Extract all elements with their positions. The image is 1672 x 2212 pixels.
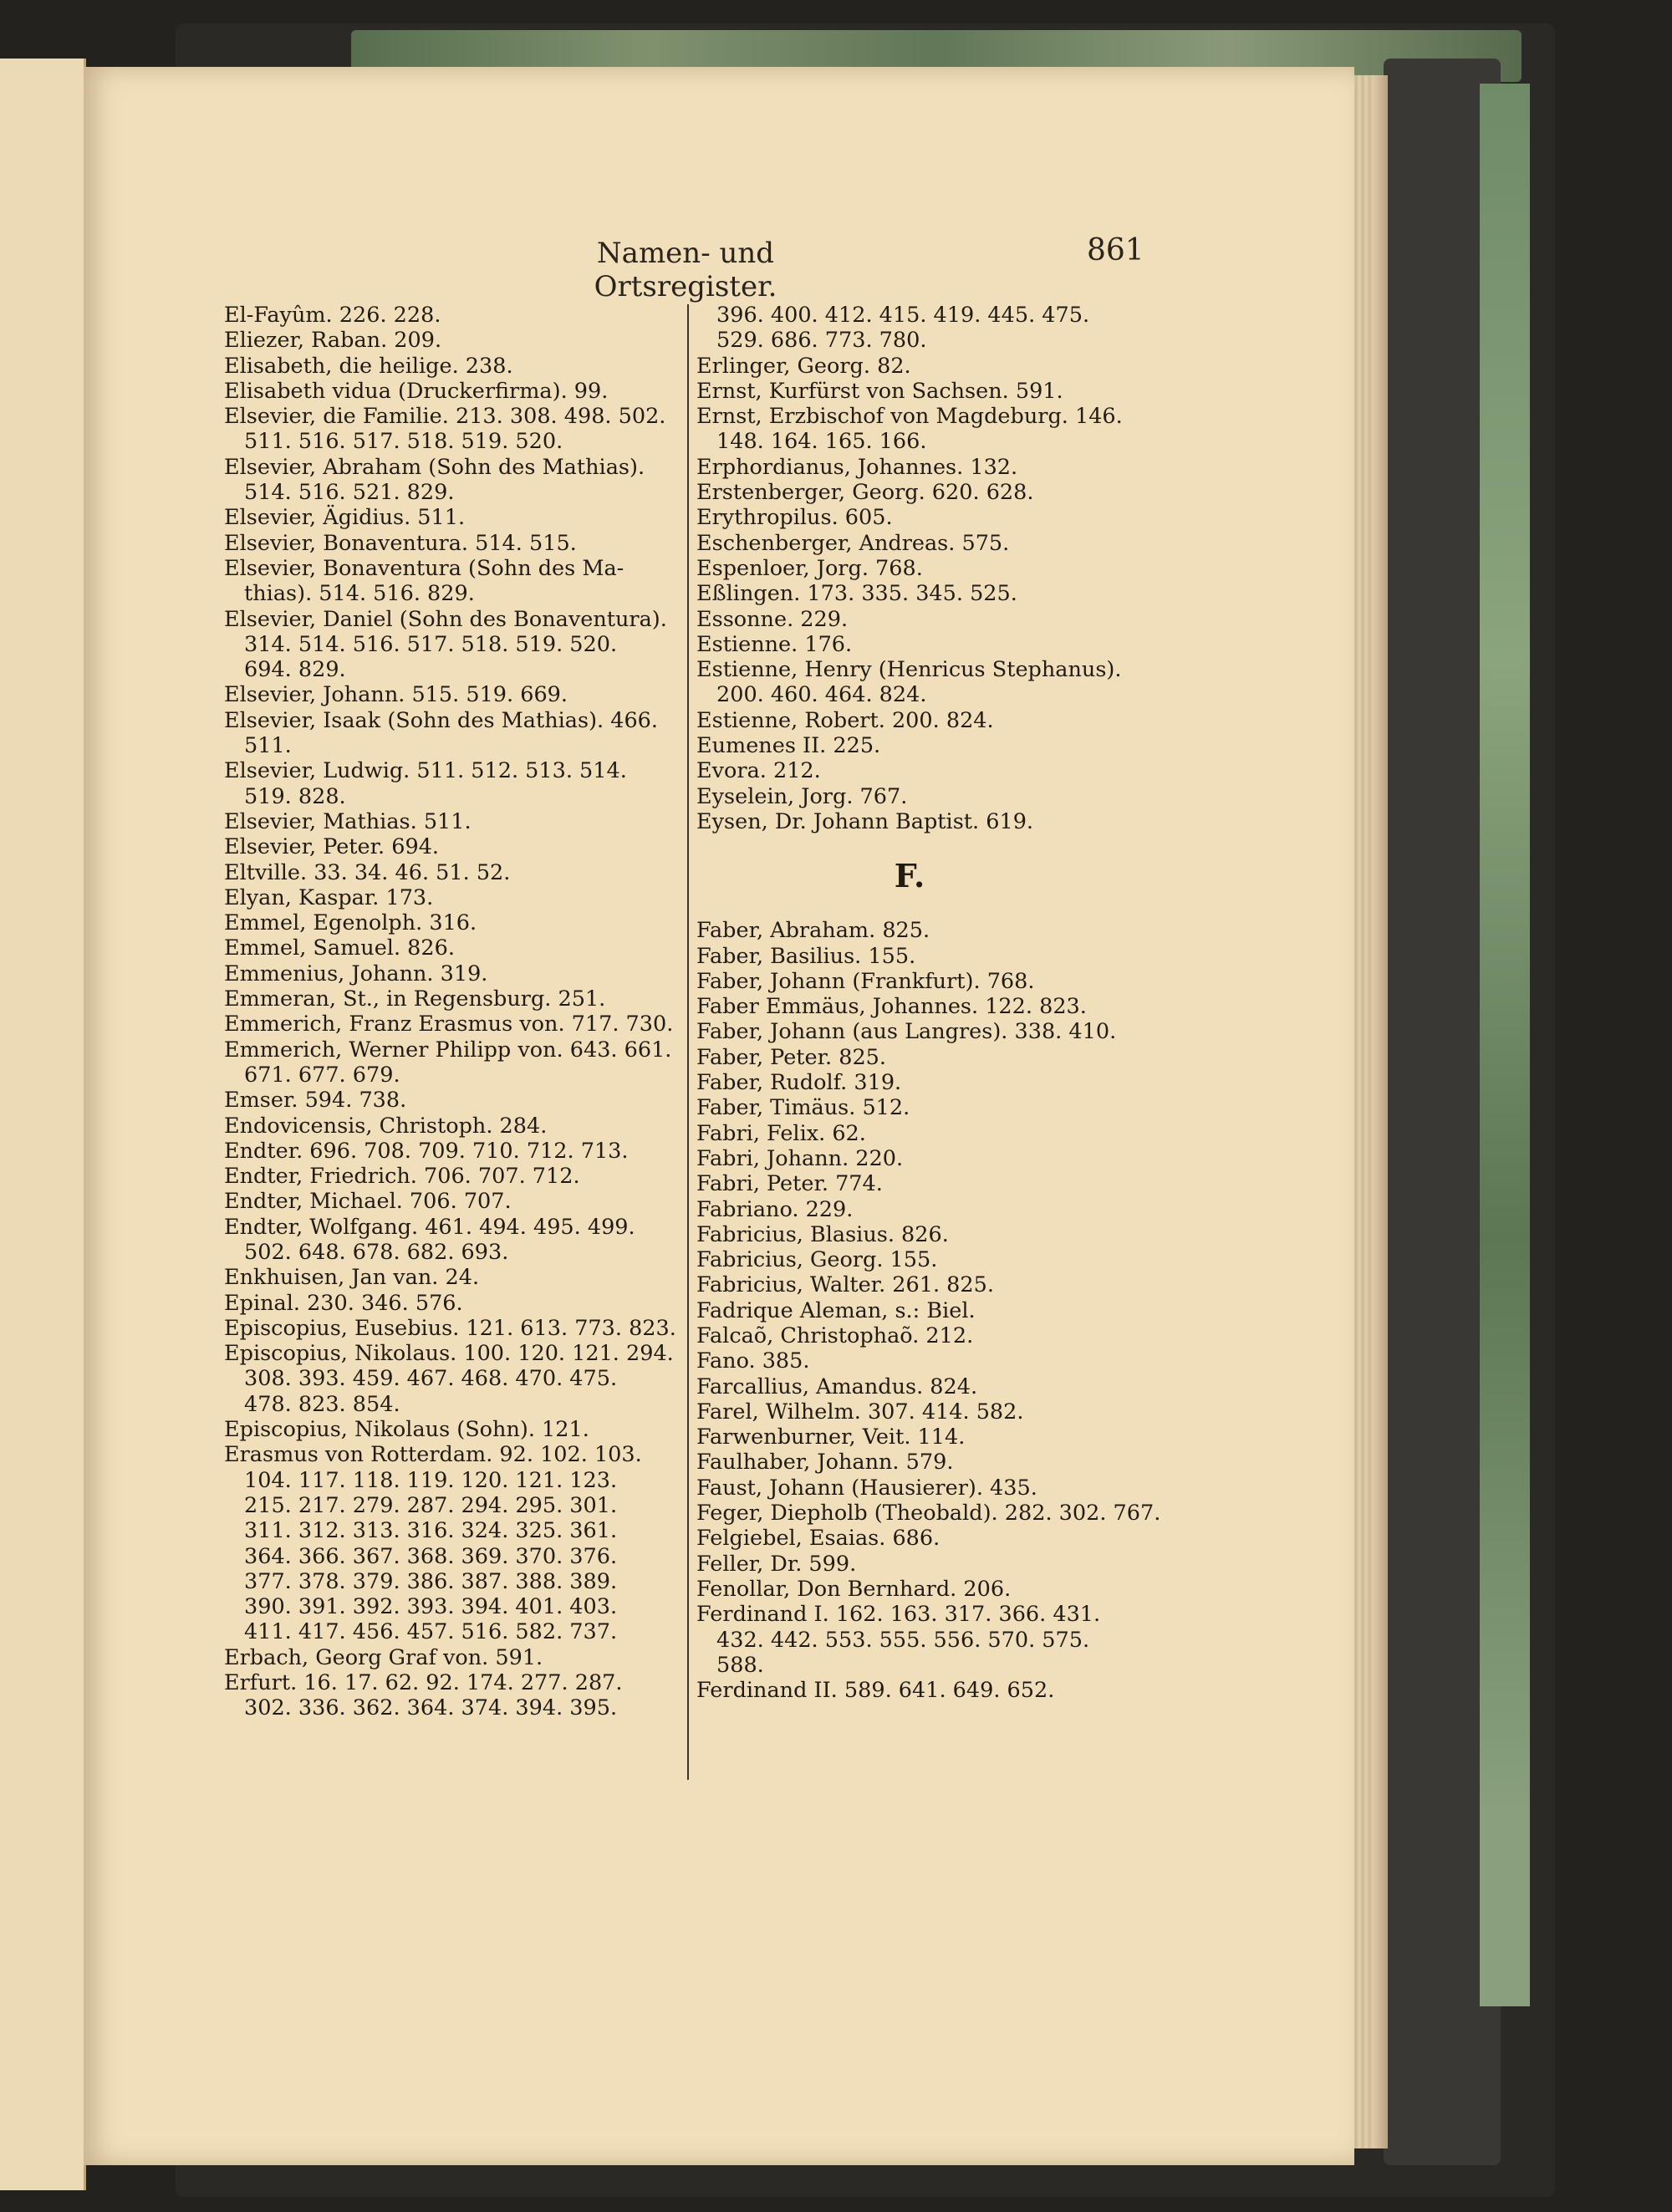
index-entry bbox=[696, 708, 1165, 733]
index-entry bbox=[224, 1645, 692, 1670]
index-entry-line: Emmel, Samuel. 826. bbox=[224, 935, 455, 961]
index-entry-line: Feller, Dr. 599. bbox=[696, 1551, 857, 1577]
index-entry bbox=[696, 480, 1165, 505]
index-entry-line: Farcallius, Amandus. 824. bbox=[696, 1374, 978, 1399]
index-entries-e bbox=[696, 303, 1165, 834]
index-entry-line: 519. 828. bbox=[244, 783, 346, 809]
index-entry bbox=[696, 1425, 1165, 1450]
index-entry bbox=[224, 379, 692, 404]
index-entry bbox=[224, 708, 692, 759]
index-entry-line: Espenloer, Jorg. 768. bbox=[696, 555, 923, 581]
index-entry-line: El-Fayûm. 226. 228. bbox=[224, 303, 441, 328]
index-entry-line: Faber, Johann (Frankfurt). 768. bbox=[696, 968, 1035, 994]
index-entry bbox=[224, 1442, 692, 1644]
index-entry-line: Elsevier, Isaak (Sohn des Mathias). 466. bbox=[224, 707, 659, 733]
running-title: Namen- und Ortsregister. bbox=[594, 237, 777, 303]
index-entry-line: 314. 514. 516. 517. 518. 519. 520. bbox=[244, 631, 618, 657]
index-entry-line: Faust, Johann (Hausierer). 435. bbox=[696, 1475, 1037, 1501]
index-entry-line: Elsevier, die Familie. 213. 308. 498. 502. bbox=[224, 404, 666, 430]
index-entry-line: 529. 686. 773. 780. bbox=[716, 328, 927, 354]
index-entry bbox=[696, 918, 1165, 943]
index-entry bbox=[224, 834, 692, 859]
index-entry bbox=[696, 303, 1165, 354]
index-entry bbox=[696, 733, 1165, 758]
index-entry-line: 478. 823. 854. bbox=[244, 1391, 400, 1417]
index-entry bbox=[224, 1670, 692, 1721]
column-divider bbox=[687, 304, 689, 1780]
index-entry bbox=[696, 354, 1165, 379]
index-entry bbox=[696, 809, 1165, 834]
index-entry bbox=[224, 986, 692, 1012]
section-letter: F. bbox=[894, 857, 925, 895]
index-entry bbox=[224, 910, 692, 935]
index-entry bbox=[696, 1121, 1165, 1146]
index-entry bbox=[224, 809, 692, 834]
index-entry bbox=[696, 1298, 1165, 1323]
index-entry bbox=[696, 1450, 1165, 1475]
index-entry-line: Erfurt. 16. 17. 62. 92. 174. 277. 287. bbox=[224, 1670, 623, 1696]
index-entry bbox=[696, 1045, 1165, 1070]
index-entry bbox=[224, 885, 692, 910]
index-entry-line: 377. 378. 379. 386. 387. 388. 389. bbox=[244, 1568, 618, 1594]
index-entry bbox=[696, 1374, 1165, 1399]
index-entry-line: Estienne, Henry (Henricus Stephanus). bbox=[696, 657, 1122, 683]
index-entry-line: Ferdinand I. 162. 163. 317. 366. 431. bbox=[696, 1602, 1101, 1628]
index-entry bbox=[696, 1678, 1165, 1703]
index-entry bbox=[696, 1222, 1165, 1247]
index-entry bbox=[224, 556, 692, 607]
index-entry-line: Emmeran, St., in Regensburg. 251. bbox=[224, 986, 606, 1012]
index-entry bbox=[224, 1417, 692, 1442]
index-entry bbox=[696, 379, 1165, 404]
index-entry bbox=[696, 1095, 1165, 1120]
index-entry-line: Emser. 594. 738. bbox=[224, 1088, 407, 1114]
index-entry-line: 364. 366. 367. 368. 369. 370. 376. bbox=[244, 1543, 618, 1569]
index-entry-line: Epinal. 230. 346. 576. bbox=[224, 1290, 463, 1316]
index-entry-line: 432. 442. 553. 555. 556. 570. 575. bbox=[716, 1627, 1090, 1653]
index-entry-line: Fabri, Peter. 774. bbox=[696, 1171, 883, 1197]
index-entry-line: Elsevier, Bonaventura. 514. 515. bbox=[224, 530, 577, 556]
index-entry bbox=[224, 328, 692, 353]
index-entry bbox=[224, 505, 692, 530]
index-entry-line: Fabriano. 229. bbox=[696, 1196, 854, 1222]
index-entry-line: Elisabeth vidua (Druckerfirma). 99. bbox=[224, 378, 609, 404]
index-entry bbox=[696, 505, 1165, 530]
index-entry-line: 511. 516. 517. 518. 519. 520. bbox=[244, 429, 563, 455]
index-column-left bbox=[224, 303, 692, 1721]
index-entry-line: Fabricius, Blasius. 826. bbox=[696, 1221, 949, 1247]
index-entry-line: Faber Emmäus, Johannes. 122. 823. bbox=[696, 994, 1087, 1020]
index-entry-line: Faber, Johann (aus Langres). 338. 410. bbox=[696, 1019, 1117, 1045]
index-entry bbox=[224, 455, 692, 506]
index-entry-line: Fadrique Aleman, s.: Biel. bbox=[696, 1297, 976, 1323]
index-entry-line: Estienne. 176. bbox=[696, 631, 853, 657]
index-entry-line: 215. 217. 279. 287. 294. 295. 301. bbox=[244, 1492, 618, 1518]
index-entry-line: 514. 516. 521. 829. bbox=[244, 480, 455, 506]
index-entry-line: Fabri, Johann. 220. bbox=[696, 1145, 904, 1171]
index-entry-line: Eßlingen. 173. 335. 345. 525. bbox=[696, 581, 1017, 607]
index-entry bbox=[696, 1272, 1165, 1297]
index-entry-line: Elsevier, Daniel (Sohn des Bonaventura). bbox=[224, 606, 667, 632]
index-entry-line: Elsevier, Mathias. 511. bbox=[224, 808, 472, 834]
index-entry-line: Elsevier, Ägidius. 511. bbox=[224, 505, 466, 531]
index-entry bbox=[696, 1171, 1165, 1196]
index-entry-line: 671. 677. 679. bbox=[244, 1062, 400, 1088]
index-entry-line: Eyselein, Jorg. 767. bbox=[696, 783, 908, 809]
index-entry-line: Erphordianus, Johannes. 132. bbox=[696, 454, 1018, 480]
index-entry-line: Erythropilus. 605. bbox=[696, 505, 893, 531]
index-entry bbox=[696, 1323, 1165, 1348]
index-entry bbox=[696, 969, 1165, 994]
index-entry bbox=[696, 1476, 1165, 1501]
index-entry bbox=[696, 581, 1165, 606]
index-entry bbox=[696, 1348, 1165, 1374]
index-entry bbox=[224, 1189, 692, 1214]
index-entry-line: Faber, Basilius. 155. bbox=[696, 943, 916, 969]
index-entry bbox=[696, 1197, 1165, 1222]
index-entry bbox=[696, 1247, 1165, 1272]
index-entry-line: 148. 164. 165. 166. bbox=[716, 429, 927, 455]
page-header bbox=[84, 233, 1354, 303]
index-entry bbox=[224, 1265, 692, 1290]
index-entry bbox=[696, 404, 1165, 455]
index-entry bbox=[224, 1215, 692, 1266]
index-entry-line: Episcopius, Nikolaus. 100. 120. 121. 294. bbox=[224, 1341, 674, 1367]
index-entry bbox=[696, 758, 1165, 783]
index-entry-line: Fenollar, Don Bernhard. 206. bbox=[696, 1576, 1012, 1602]
index-entry bbox=[224, 1341, 692, 1417]
index-entry-line: Episcopius, Nikolaus (Sohn). 121. bbox=[224, 1417, 589, 1443]
index-entry-line: Episcopius, Eusebius. 121. 613. 773. 823. bbox=[224, 1315, 676, 1341]
index-entry-line: Essonne. 229. bbox=[696, 606, 849, 632]
index-entry-line: Emmenius, Johann. 319. bbox=[224, 961, 488, 986]
index-entry-line: Endter. 696. 708. 709. 710. 712. 713. bbox=[224, 1138, 629, 1164]
index-entry-line: 311. 312. 313. 316. 324. 325. 361. bbox=[244, 1518, 618, 1544]
index-entry-line: Enkhuisen, Jan van. 24. bbox=[224, 1265, 480, 1291]
index-entry-line: thias). 514. 516. 829. bbox=[244, 581, 475, 607]
index-entry bbox=[696, 784, 1165, 809]
index-entry-line: 104. 117. 118. 119. 120. 121. 123. bbox=[244, 1467, 618, 1493]
index-entry bbox=[696, 657, 1165, 708]
index-entry bbox=[224, 935, 692, 961]
index-entry-line: 511. bbox=[244, 733, 292, 759]
index-entry bbox=[224, 961, 692, 986]
index-entry bbox=[224, 1088, 692, 1113]
index-entry-line: Endter, Wolfgang. 461. 494. 495. 499. bbox=[224, 1214, 635, 1240]
index-entry-line: Endter, Friedrich. 706. 707. 712. bbox=[224, 1164, 580, 1190]
index-entry bbox=[696, 1146, 1165, 1171]
index-entry bbox=[696, 556, 1165, 581]
index-entry bbox=[696, 1577, 1165, 1602]
index-entry-line: Farwenburner, Veit. 114. bbox=[696, 1425, 966, 1450]
index-entry bbox=[224, 1114, 692, 1139]
index-entry-line: Fabricius, Walter. 261. 825. bbox=[696, 1272, 994, 1298]
index-entry-line: 390. 391. 392. 393. 394. 401. 403. bbox=[244, 1594, 618, 1620]
index-entry-line: Erasmus von Rotterdam. 92. 102. 103. bbox=[224, 1442, 642, 1468]
index-entry-line: Evora. 212. bbox=[696, 758, 821, 784]
index-entry-line: Fabri, Felix. 62. bbox=[696, 1120, 866, 1146]
index-entry-line: Emmel, Egenolph. 316. bbox=[224, 910, 477, 936]
index-entry-line: Faulhaber, Johann. 579. bbox=[696, 1450, 954, 1476]
index-entry-line: Emmerich, Werner Philipp von. 643. 661. bbox=[224, 1037, 672, 1063]
index-entry-line: Erstenberger, Georg. 620. 628. bbox=[696, 480, 1034, 506]
index-entry-line: 200. 460. 464. 824. bbox=[716, 682, 927, 708]
index-entry-line: Emmerich, Franz Erasmus von. 717. 730. bbox=[224, 1012, 674, 1037]
index-entry bbox=[224, 354, 692, 379]
index-entry bbox=[224, 1037, 692, 1088]
index-entry-line: Faber, Rudolf. 319. bbox=[696, 1070, 902, 1096]
index-entry-line: Felgiebel, Esaias. 686. bbox=[696, 1526, 940, 1552]
index-entry bbox=[224, 1164, 692, 1189]
index-entry-line: Faber, Abraham. 825. bbox=[696, 918, 930, 944]
page-number: 861 bbox=[1087, 233, 1144, 268]
index-entry bbox=[696, 1501, 1165, 1526]
index-entry bbox=[696, 944, 1165, 969]
index-entry-line: Ernst, Erzbischof von Magdeburg. 146. bbox=[696, 404, 1123, 430]
index-entry-line: 502. 648. 678. 682. 693. bbox=[244, 1239, 509, 1265]
index-entry-line: 396. 400. 412. 415. 419. 445. 475. bbox=[716, 303, 1090, 328]
index-entry bbox=[696, 531, 1165, 556]
index-entry-line: 308. 393. 459. 467. 468. 470. 475. bbox=[244, 1366, 618, 1392]
index-entry-line: Farel, Wilhelm. 307. 414. 582. bbox=[696, 1399, 1024, 1425]
index-entry-line: Elsevier, Johann. 515. 519. 669. bbox=[224, 682, 568, 708]
index-entry-line: Ferdinand II. 589. 641. 649. 652. bbox=[696, 1678, 1055, 1704]
index-entry-line: Ernst, Kurfürst von Sachsen. 591. bbox=[696, 378, 1063, 404]
index-entry bbox=[696, 1526, 1165, 1551]
index-entry bbox=[224, 682, 692, 707]
index-entry bbox=[224, 1291, 692, 1316]
index-entry bbox=[696, 994, 1165, 1019]
index-entry-line: Feger, Diepholb (Theobald). 282. 302. 767. bbox=[696, 1501, 1161, 1526]
index-entry bbox=[696, 632, 1165, 657]
index-entry bbox=[224, 860, 692, 885]
index-column-right bbox=[696, 303, 1165, 1703]
index-entry bbox=[224, 404, 692, 455]
index-entry-line: Elsevier, Peter. 694. bbox=[224, 834, 440, 860]
index-entry-line: Fano. 385. bbox=[696, 1348, 810, 1374]
index-entry bbox=[696, 1070, 1165, 1095]
index-entry-line: Endovicensis, Christoph. 284. bbox=[224, 1113, 548, 1139]
index-entry-line: Eumenes II. 225. bbox=[696, 733, 881, 759]
index-entry-line: Endter, Michael. 706. 707. bbox=[224, 1189, 512, 1215]
index-entry bbox=[224, 531, 692, 556]
index-entry-line: Elyan, Kaspar. 173. bbox=[224, 884, 434, 910]
index-entry-line: Erlinger, Georg. 82. bbox=[696, 353, 911, 379]
index-entry bbox=[224, 1316, 692, 1341]
index-entry-line: Elisabeth, die heilige. 238. bbox=[224, 353, 513, 379]
index-entry bbox=[696, 1552, 1165, 1577]
index-entry bbox=[696, 1399, 1165, 1425]
index-entry-line: 411. 417. 456. 457. 516. 582. 737. bbox=[244, 1619, 618, 1645]
index-entry bbox=[224, 1139, 692, 1164]
index-entry bbox=[224, 607, 692, 683]
index-entry-line: Erbach, Georg Graf von. 591. bbox=[224, 1644, 543, 1670]
index-entry bbox=[696, 455, 1165, 480]
index-entry-line: 694. 829. bbox=[244, 657, 346, 683]
index-entry bbox=[696, 1602, 1165, 1678]
index-entry-line: 588. bbox=[716, 1652, 764, 1678]
index-entries-f bbox=[696, 918, 1165, 1703]
index-entry bbox=[224, 1012, 692, 1037]
index-entry-line: Eschenberger, Andreas. 575. bbox=[696, 530, 1010, 556]
index-entry-line: Elsevier, Abraham (Sohn des Mathias). bbox=[224, 454, 645, 480]
index-entry bbox=[224, 303, 692, 328]
index-entry-line: Elsevier, Ludwig. 511. 512. 513. 514. bbox=[224, 758, 627, 784]
index-entry-line: Faber, Timäus. 512. bbox=[696, 1095, 910, 1121]
index-entry-line: Elsevier, Bonaventura (Sohn des Ma- bbox=[224, 555, 624, 581]
index-entry-line: Eliezer, Raban. 209. bbox=[224, 328, 442, 354]
index-entry-line: Eltville. 33. 34. 46. 51. 52. bbox=[224, 859, 511, 885]
index-entry-line: Eysen, Dr. Johann Baptist. 619. bbox=[696, 808, 1034, 834]
index-entry bbox=[696, 607, 1165, 632]
index-entry-line: 302. 336. 362. 364. 374. 394. 395. bbox=[244, 1695, 618, 1721]
index-entry-line: Fabricius, Georg. 155. bbox=[696, 1247, 938, 1273]
index-entry-line: Faber, Peter. 825. bbox=[696, 1044, 886, 1070]
index-entry bbox=[696, 1019, 1165, 1044]
left-page-edge bbox=[0, 59, 86, 2190]
index-entry bbox=[224, 758, 692, 809]
index-entry-line: Falcaõ, Christophaõ. 212. bbox=[696, 1323, 974, 1348]
marbled-edge-right bbox=[1480, 84, 1530, 2006]
index-entry-line: Estienne, Robert. 200. 824. bbox=[696, 707, 994, 733]
